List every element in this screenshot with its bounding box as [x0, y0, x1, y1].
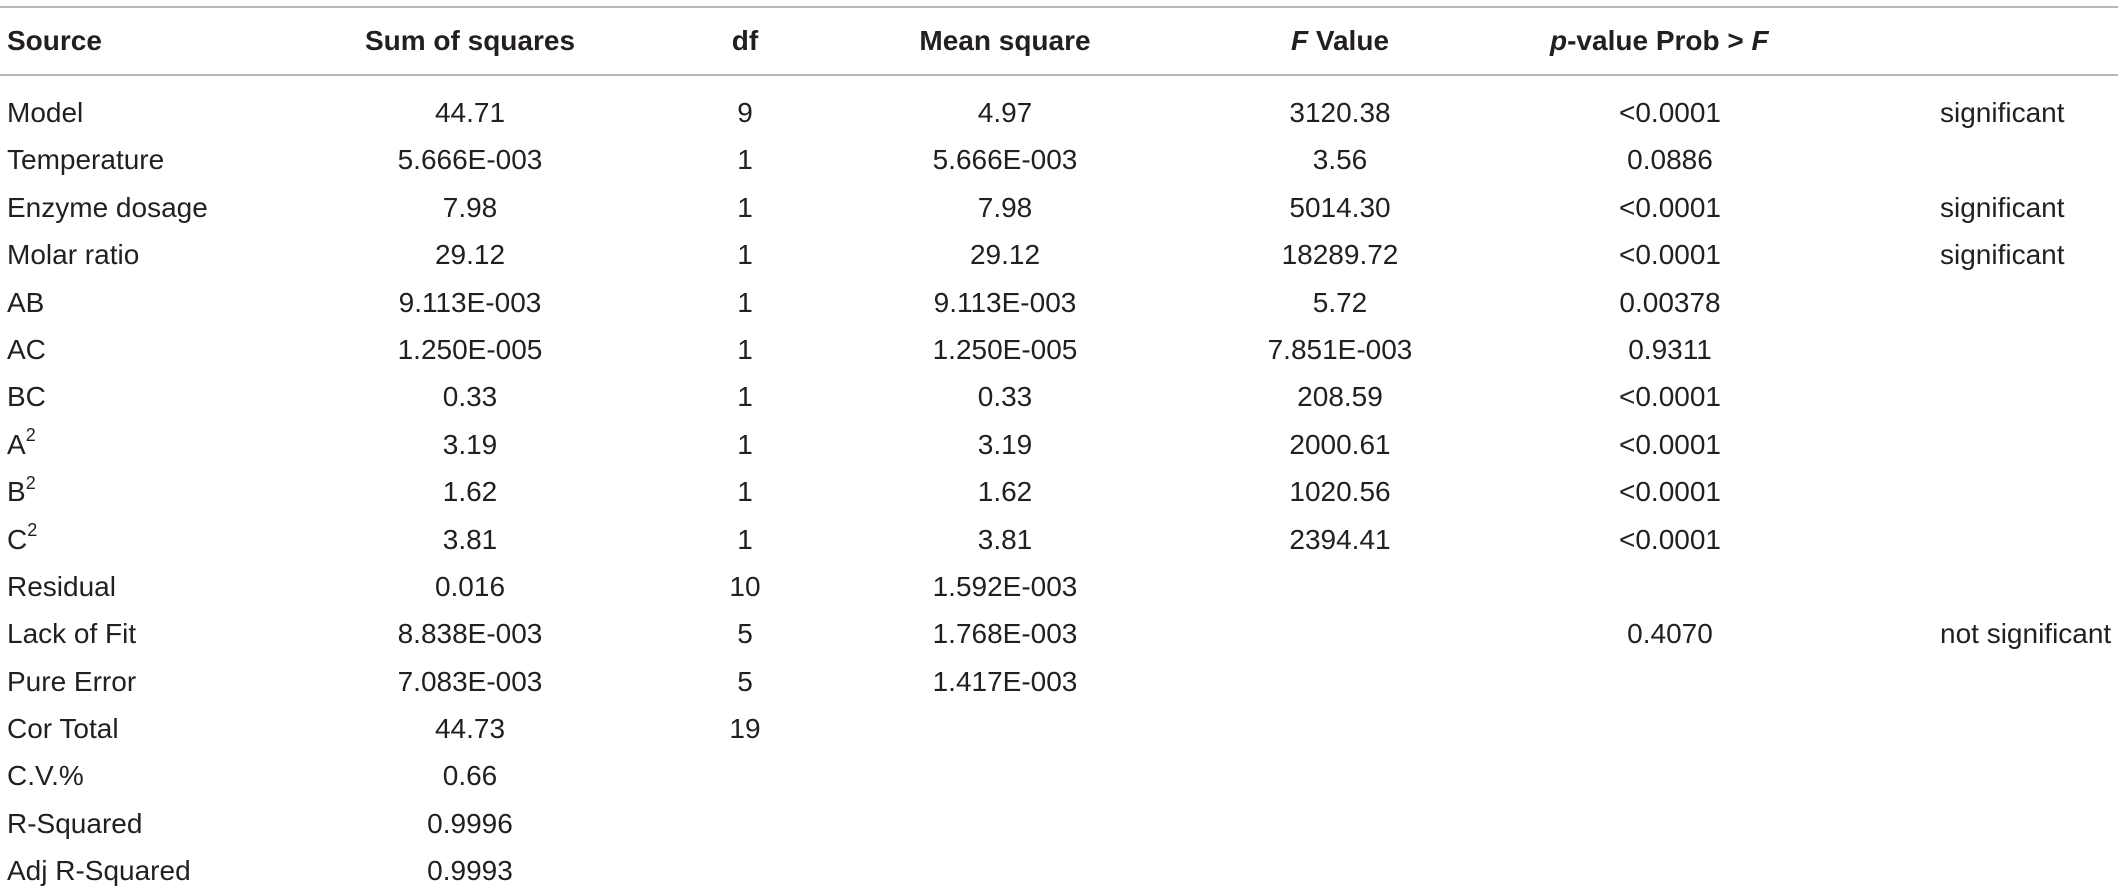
header-mean-square: Mean square [919, 25, 1091, 56]
cell-source [7, 563, 116, 610]
table-row [0, 705, 2118, 752]
header-p-value [1550, 8, 1769, 74]
cell-source [7, 184, 208, 231]
table-header-row [0, 8, 2118, 74]
cell-p-value: 0.0886 [1627, 144, 1713, 176]
cell-source [7, 468, 36, 515]
cell-f-value: 3120.38 [1289, 97, 1391, 128]
cell-mean-square: 1.768E-003 [932, 618, 1078, 650]
cell-source [7, 516, 37, 563]
cell-df: 1 [737, 381, 753, 413]
cell-f-value: 18289.72 [1281, 239, 1399, 271]
cell-source-text: Model [7, 97, 84, 128]
cell-sum-of-squares: 3.19 [442, 428, 498, 460]
cell-mean-square: 1.417E-003 [932, 665, 1078, 697]
header-p-value-middle: -value Prob > [1567, 25, 1752, 56]
cell-sum-of-squares: 44.73 [434, 713, 506, 745]
cell-df: 19 [729, 713, 761, 745]
cell-p-value: 0.9311 [1628, 333, 1712, 365]
table-row [0, 516, 2118, 563]
cell-sum-of-squares: 9.113E-003 [398, 286, 542, 318]
table-row [0, 752, 2118, 799]
cell-source-text: Adj R-Squared [7, 855, 191, 887]
cell-source-text: Enzyme dosage [7, 191, 208, 223]
cell-df: 1 [737, 476, 753, 508]
header-bottom-rule [0, 74, 2118, 76]
header-df: df [731, 25, 759, 56]
cell-sum-of-squares: 44.71 [434, 97, 506, 128]
cell-df: 1 [737, 239, 753, 271]
table-row [0, 231, 2118, 278]
cell-p-value: <0.0001 [1619, 239, 1721, 271]
cell-sum-of-squares: 0.66 [442, 760, 498, 792]
table-row [0, 326, 2118, 373]
table-row [0, 468, 2118, 515]
cell-mean-square: 29.12 [969, 239, 1041, 271]
cell-source-superscript: 2 [25, 472, 36, 493]
cell-source [7, 136, 164, 183]
cell-sum-of-squares: 3.81 [442, 523, 498, 555]
table-row [0, 421, 2118, 468]
cell-mean-square: 1.62 [977, 476, 1033, 508]
cell-p-value: <0.0001 [1619, 381, 1721, 413]
table-row [0, 610, 2118, 657]
cell-f-value: 3.56 [1312, 144, 1368, 176]
cell-df: 5 [737, 618, 753, 650]
table-row [0, 136, 2118, 183]
table-row [0, 279, 2118, 326]
cell-mean-square: 1.250E-005 [932, 333, 1078, 365]
cell-df: 1 [737, 191, 753, 223]
header-p-value-italic-p: p [1550, 25, 1568, 56]
cell-sum-of-squares: 1.62 [442, 476, 498, 508]
header-source: Source [7, 25, 102, 56]
cell-source [7, 705, 119, 752]
cell-significance: significant [1940, 191, 2065, 223]
cell-df: 9 [737, 97, 753, 128]
cell-source [7, 326, 46, 373]
cell-p-value: 0.4070 [1627, 618, 1713, 650]
cell-mean-square: 7.98 [977, 191, 1033, 223]
cell-f-value: 208.59 [1297, 381, 1383, 413]
cell-sum-of-squares: 7.083E-003 [397, 665, 543, 697]
cell-mean-square: 4.97 [977, 97, 1033, 128]
cell-df: 1 [737, 286, 753, 318]
cell-mean-square: 5.666E-003 [932, 144, 1078, 176]
cell-mean-square: 3.19 [977, 428, 1033, 460]
cell-p-value: 0.00378 [1619, 286, 1721, 318]
cell-p-value: <0.0001 [1619, 191, 1721, 223]
cell-sum-of-squares: 5.666E-003 [397, 144, 543, 176]
header-p-value-italic-f: F [1751, 25, 1769, 56]
cell-sum-of-squares: 29.12 [434, 239, 506, 271]
cell-source-text: Residual [7, 570, 116, 602]
cell-f-value: 5014.30 [1289, 191, 1391, 223]
cell-df: 10 [729, 570, 761, 602]
cell-source-text: Molar ratio [7, 239, 140, 271]
cell-source-text: AB [7, 286, 45, 318]
table-body [0, 89, 2118, 895]
cell-df: 1 [737, 333, 753, 365]
cell-source [7, 800, 142, 847]
cell-source [7, 847, 191, 894]
cell-sum-of-squares: 1.250E-005 [397, 333, 543, 365]
cell-source [7, 89, 83, 136]
cell-source [7, 421, 36, 468]
cell-f-value: 5.72 [1312, 286, 1368, 318]
cell-df: 5 [737, 665, 753, 697]
table-row [0, 800, 2118, 847]
cell-significance: significant [1940, 239, 2065, 271]
cell-source-text: Temperature [7, 144, 165, 176]
cell-source [7, 279, 44, 326]
table-row [0, 373, 2118, 420]
cell-mean-square: 9.113E-003 [933, 286, 1077, 318]
header-f-value [1190, 8, 1490, 74]
cell-sum-of-squares: 0.016 [434, 570, 506, 602]
cell-source [7, 752, 84, 799]
table-row [0, 658, 2118, 705]
cell-df: 1 [737, 144, 753, 176]
cell-source [7, 373, 46, 420]
cell-significance: not significant [1940, 618, 2112, 650]
cell-p-value: <0.0001 [1619, 523, 1721, 555]
header-f-value-rest: Value [1308, 25, 1390, 56]
cell-source-text: Lack of Fit [7, 618, 137, 650]
cell-source [7, 610, 136, 657]
header-f-value-italic: F [1290, 25, 1309, 56]
cell-mean-square: 0.33 [977, 381, 1033, 413]
cell-source-text: Pure Error [7, 665, 137, 697]
cell-sum-of-squares: 0.33 [442, 381, 498, 413]
cell-source-text: Cor Total [7, 713, 119, 745]
cell-significance: significant [1940, 97, 2065, 128]
header-sum-of-squares: Sum of squares [364, 25, 576, 56]
cell-sum-of-squares: 0.9993 [427, 855, 513, 887]
cell-source-text: B [7, 476, 26, 508]
cell-f-value: 1020.56 [1289, 476, 1391, 508]
cell-source-text: C.V.% [7, 760, 84, 792]
cell-sum-of-squares: 8.838E-003 [397, 618, 543, 650]
cell-sum-of-squares: 7.98 [442, 191, 498, 223]
table-row [0, 563, 2118, 610]
table-row [0, 847, 2118, 894]
cell-source-superscript: 2 [25, 425, 36, 446]
table-row [0, 184, 2118, 231]
cell-source [7, 231, 139, 278]
table-row [0, 89, 2118, 136]
cell-mean-square: 1.592E-003 [932, 570, 1078, 602]
cell-f-value: 7.851E-003 [1267, 333, 1413, 365]
cell-p-value: <0.0001 [1619, 428, 1721, 460]
cell-sum-of-squares: 0.9996 [427, 807, 513, 839]
cell-f-value: 2000.61 [1289, 428, 1391, 460]
cell-source [7, 658, 136, 705]
cell-source-text: BC [7, 381, 46, 413]
cell-p-value: <0.0001 [1619, 476, 1721, 508]
cell-source-text: R-Squared [7, 807, 143, 839]
cell-source-superscript: 2 [27, 520, 38, 541]
cell-source-text: A [7, 428, 26, 460]
cell-f-value: 2394.41 [1289, 523, 1391, 555]
cell-df: 1 [737, 523, 753, 555]
cell-df: 1 [737, 428, 753, 460]
cell-source-text: AC [7, 333, 46, 365]
cell-source-text: C [7, 523, 28, 555]
cell-mean-square: 3.81 [977, 523, 1033, 555]
cell-p-value: <0.0001 [1619, 97, 1721, 128]
